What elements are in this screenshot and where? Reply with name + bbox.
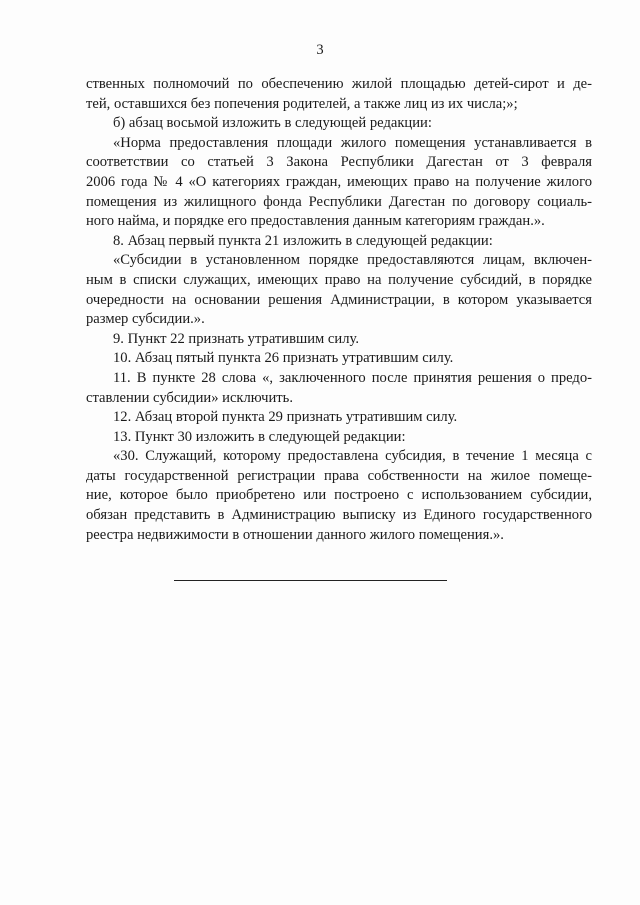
text-line: ным в списки служащих, имеющих право на получение субсидий, в порядке	[86, 271, 592, 288]
text-line: соответствии со статьей 3 Закона Республики Дагестан от 3 февраля	[86, 154, 592, 171]
closing-rule	[174, 580, 447, 581]
text-line: очередности на основании решения Администрации, в котором указывается	[86, 291, 592, 308]
text-line: 11. В пункте 28 слова «, заключенного после принятия решения о предо-	[113, 369, 592, 386]
text-line: 10. Абзац пятый пункта 26 признать утратившим силу.	[113, 350, 454, 367]
text-line: ние, которое было приобретено или построено с использованием субсидии,	[86, 487, 592, 504]
text-line: «Норма предоставления площади жилого помещения устанавливается в	[113, 134, 592, 151]
text-line: ставлении субсидии» исключить.	[86, 389, 293, 406]
text-line: ного найма, и порядке его предоставления данным категориям граждан.».	[86, 213, 545, 230]
text-line: «30. Служащий, которому предоставлена субсидия, в течение 1 месяца с	[113, 448, 592, 465]
text-line: 2006 года № 4 «О категориях граждан, имеющих право на получение жилого	[86, 173, 592, 190]
text-line: 13. Пункт 30 изложить в следующей редакции:	[113, 428, 406, 445]
text-line: тей, оставшихся без попечения родителей, а также лиц из их числа;»;	[86, 95, 518, 112]
text-line: 8. Абзац первый пункта 21 изложить в следующей редакции:	[113, 232, 493, 249]
document-body	[86, 75, 592, 545]
text-line: даты государственной регистрации права собственности на жилое помеще-	[86, 467, 592, 484]
page-number: 3	[316, 42, 324, 58]
text-line: 12. Абзац второй пункта 29 признать утратившим силу.	[113, 409, 458, 426]
text-line: реестра недвижимости в отношении данного жилого помещения.».	[86, 526, 504, 543]
text-line: обязан представить в Администрацию выписку из Единого государственного	[86, 507, 592, 524]
text-line: 9. Пункт 22 признать утратившим силу.	[113, 330, 359, 347]
text-line: «Субсидии в установленном порядке предоставляются лицам, включен-	[113, 252, 592, 269]
text-line: размер субсидии.».	[86, 311, 205, 328]
text-line: ственных полномочий по обеспечению жилой площадью детей-сирот и де-	[86, 76, 592, 92]
text-line: б) абзац восьмой изложить в следующей редакции:	[113, 115, 432, 132]
text-line: помещения из жилищного фонда Республики Дагестан по договору социаль-	[86, 193, 592, 210]
